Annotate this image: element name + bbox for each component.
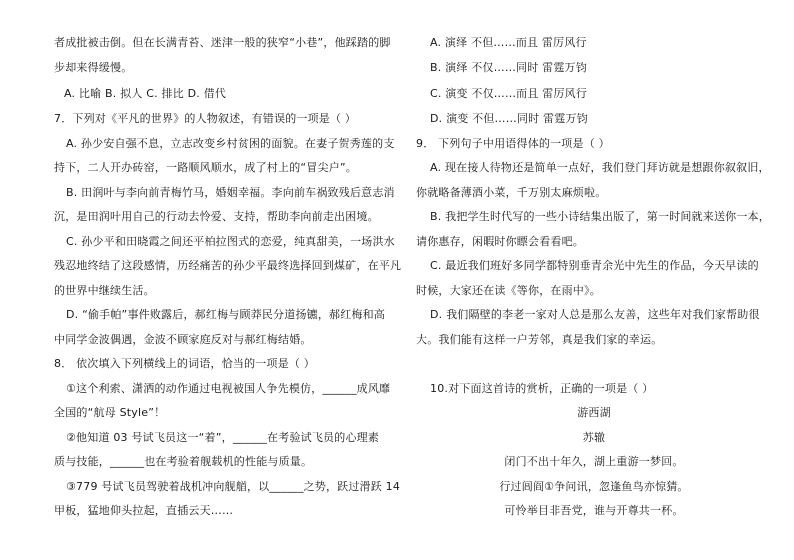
option-d: D. 我们隔壁的李老一家对人总是那么友善，这些年对我们家帮助很 [430,308,760,321]
option-c: C. 最近我们班好多同学都特别垂青余光中先生的作品，今天早读的 [430,259,759,272]
poem-line-1: 闭门不出十年久，湖上重游一梦回。 [504,455,684,468]
option-b: B. 我把学生时代写的一些小诗结集出版了，第一时间就来送你一本， [430,210,770,223]
option-a: A. 现在接人待物还是简单一点好，我们登门拜访就是想跟你叙叙旧， [430,161,770,174]
text-line: 质与技能，______也在考验着舰载机的性能与质量。 [54,455,313,468]
poem-line-2: 行过闾阎①争问讯，忽逢鱼鸟亦惊猜。 [499,480,689,493]
text-line: 你就略备薄酒小菜，千万别太麻烦啦。 [416,186,607,199]
text-line: 的世界中继续生活。 [54,284,155,297]
option-a: A. 孙少安自强不息，立志改变乡村贫困的面貌。在妻子贺秀莲的支 [66,137,395,150]
question-8: 8． 依次填入下列横线上的词语，恰当的一项是（ ） [54,357,315,370]
option-a: A. 演绎 不但……而且 雷厉风行 [430,36,587,49]
text-line: 全国的“航母 Style”！ [54,406,166,419]
option-d: D. “偷手帕”事件败露后，郝红梅与顾莽民分道扬镳，郝红梅和高 [66,308,386,321]
option-b: B. 演绎 不仅……同时 雷霆万钧 [430,61,587,74]
poem-line-3: 可怜举目非吾党，谁与开尊共一杯。 [504,504,684,517]
text-line: 持下，二人开办砖窑，一路顺风顺水，成了村上的“冒尖户”。 [54,161,357,174]
poem-title: 游西湖 [577,406,611,419]
sentence-1: ①这个利索、潇洒的动作通过电视被国人争先模仿，______成风靡 [66,382,391,395]
sentence-3: ③779 号试飞员驾驶着战机冲向舰艏，以______之势，跃过滑跃 14 [66,480,401,493]
text-line: 沉，是田润叶用自己的行动去怜爱、支持，帮助李向前走出困境。 [54,210,379,223]
option-d: D. 演变 不但……同时 雷霆万钧 [430,112,588,125]
text-line: 残忍地终结了这段感情，历经痛苦的孙少平最终选择回到煤矿，在平凡 [54,259,402,272]
text-line: 步却来得缓慢。 [54,61,133,74]
answer-options-q6: A. 比喻 B. 拟人 C. 排比 D. 借代 [64,87,227,100]
text-line: 中同学金波偶遇，金波不顾家庭反对与郝红梅结婚。 [54,333,312,346]
option-b: B. 田润叶与李向前青梅竹马，婚姻幸福。李向前车祸致残后意志消 [66,186,395,199]
option-c: C. 演变 不仅……而且 雷厉风行 [430,87,588,100]
question-7: 7．下列对《平凡的世界》的人物叙述，有错误的一项是（ ） [54,112,357,125]
sentence-2: ②他知道 03 号试飞员这一“着”，______在考验试飞员的心理素 [66,431,380,444]
poem-author: 苏辙 [582,431,606,444]
question-9: 9． 下列句子中用语得体的一项是（ ） [416,137,610,150]
text-line: 甲板，猛地仰头拉起，直插云天…… [54,504,234,517]
text-line: 大。我们能有这样一户芳邻，真是我们家的幸运。 [416,333,663,346]
text-line: 请你惠存，闲暇时你瞟会看看吧。 [416,235,584,248]
text-line: 时候，大家还在读《等你，在雨中》。 [416,284,601,297]
question-10: 10.对下面这首诗的赏析，正确的一项是（ ） [430,382,654,395]
text-line: 者成批被击倒。但在长满青苔、迷津一般的狭窄“小巷”，他踩踏的脚 [54,36,391,49]
option-c: C. 孙少平和田晓霞之间还平柏拉图式的恋爱，纯真甜美，一场洪水 [66,235,395,248]
